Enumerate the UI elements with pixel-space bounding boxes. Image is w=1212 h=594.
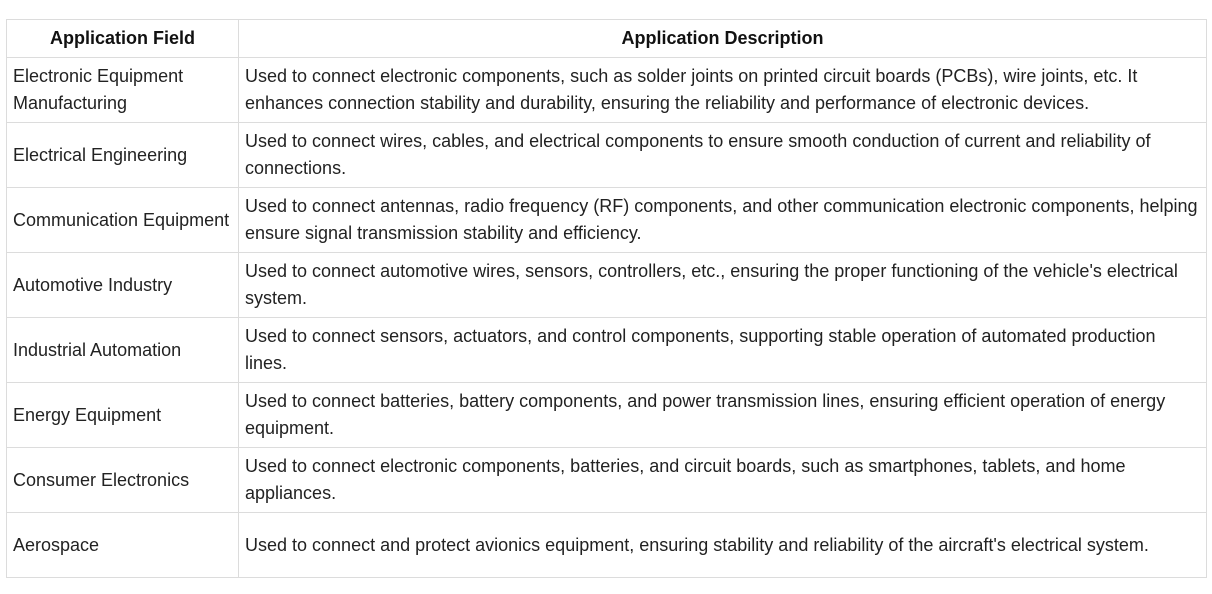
application-table [6,19,1207,578]
field-cell: Electronic Equipment Manufacturing [7,58,239,123]
header-application-field: Application Field [7,20,239,58]
table-header-row [7,20,1207,58]
table-row [7,58,1207,123]
description-cell: Used to connect batteries, battery components, and power transmission lines, ensuring efficient operation of energy equipment. [239,383,1207,448]
table-row [7,513,1207,578]
field-cell: Aerospace [7,513,239,578]
field-cell: Industrial Automation [7,318,239,383]
table-row [7,253,1207,318]
description-cell: Used to connect antennas, radio frequency (RF) components, and other communication electronic components, helping ensure signal transmission stability and efficiency. [239,188,1207,253]
field-cell: Automotive Industry [7,253,239,318]
description-cell: Used to connect electronic components, batteries, and circuit boards, such as smartphones, tablets, and home appliances. [239,448,1207,513]
description-cell: Used to connect and protect avionics equipment, ensuring stability and reliability of the aircraft's electrical system. [239,513,1207,578]
description-cell: Used to connect wires, cables, and electrical components to ensure smooth conduction of current and reliability of connections. [239,123,1207,188]
field-cell: Energy Equipment [7,383,239,448]
description-cell: Used to connect automotive wires, sensors, controllers, etc., ensuring the proper functioning of the vehicle's electrical system. [239,253,1207,318]
header-application-description: Application Description [239,20,1207,58]
field-cell: Communication Equipment [7,188,239,253]
field-cell: Consumer Electronics [7,448,239,513]
table-row [7,318,1207,383]
description-cell: Used to connect electronic components, such as solder joints on printed circuit boards (PCBs), wire joints, etc. It enhances connection stability and durability, ensuring the reliability and performance of electronic devices. [239,58,1207,123]
table-row [7,448,1207,513]
application-table-container [6,19,1207,578]
table-row [7,188,1207,253]
field-cell: Electrical Engineering [7,123,239,188]
table-row [7,123,1207,188]
table-row [7,383,1207,448]
description-cell: Used to connect sensors, actuators, and control components, supporting stable operation of automated production lines. [239,318,1207,383]
